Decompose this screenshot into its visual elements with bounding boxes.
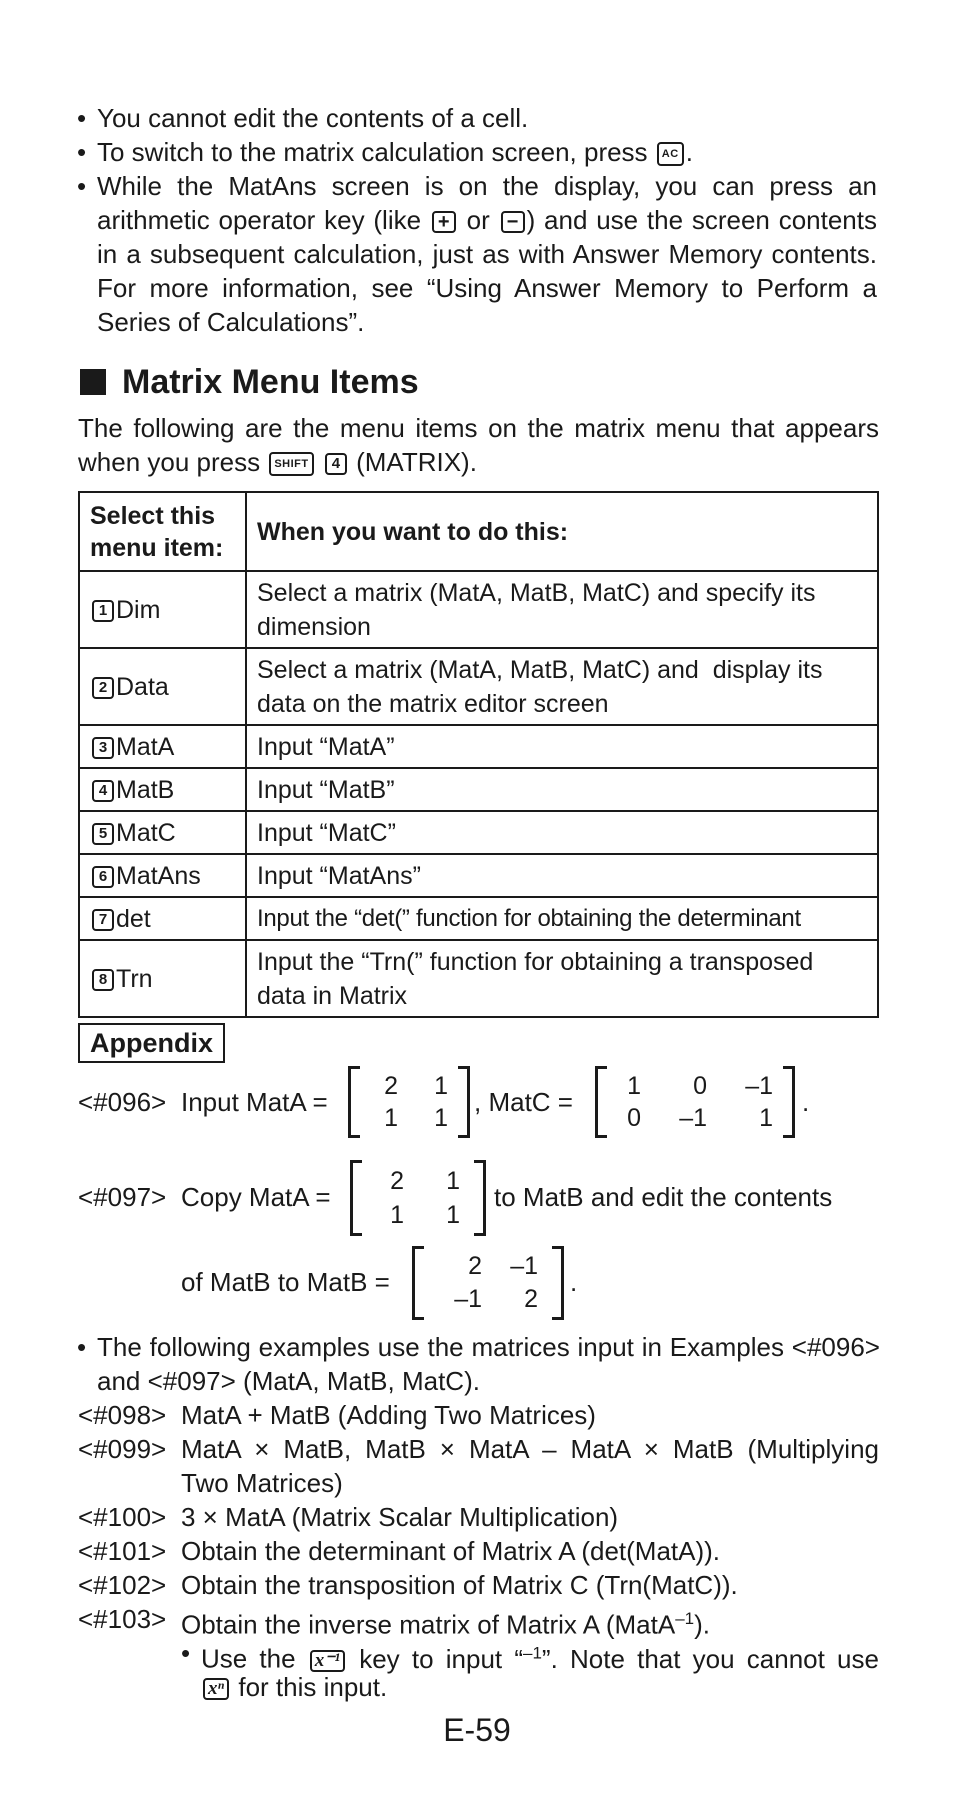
menu-desc-cell: Input the “det(” function for obtaining the determinant — [246, 897, 878, 940]
section-title — [80, 360, 419, 404]
menu-item-cell — [79, 854, 246, 897]
desc-line: dimension — [257, 612, 371, 641]
header-line: Select this — [90, 501, 216, 530]
bullet-dot: • — [181, 1638, 191, 1668]
number-key-icon: 1 — [92, 600, 114, 622]
superscript: –1 — [523, 1643, 542, 1662]
menu-item-name: MatAns — [116, 861, 201, 890]
example-text: MatA × MatB, MatB × MatA – MatA × MatB (Multiplying — [181, 1434, 879, 1464]
example-text: to MatB and edit the contents — [494, 1182, 833, 1212]
text-part: ”. Note that you cannot use — [541, 1643, 879, 1674]
menu-item-cell — [79, 811, 246, 854]
bullet-dot: • — [77, 137, 87, 167]
text-part: ) and use the screen contents — [526, 205, 877, 235]
example-text: 3 × MatA (Matrix Scalar Multiplication) — [181, 1502, 619, 1532]
menu-item-name: Dim — [116, 595, 161, 624]
matrix-cell: –1 — [679, 1104, 707, 1132]
menu-desc-cell: Input “MatC” — [246, 811, 878, 854]
page-number: E-59 — [443, 1712, 511, 1748]
text-part — [359, 1644, 879, 1674]
number-key-icon: 4 — [92, 780, 114, 802]
right-bracket — [552, 1246, 564, 1320]
matrix-a-copy — [350, 1160, 486, 1236]
menu-desc-cell — [246, 940, 878, 1017]
menu-item-name: Data — [116, 672, 169, 701]
number-key-icon: 6 — [92, 866, 114, 888]
bullet-text-line: and <#097> (MatA, MatB, MatC). — [97, 1366, 480, 1396]
power-key-icon: xⁿ — [203, 1678, 229, 1700]
number-key-icon: 5 — [92, 823, 114, 845]
matrix-cell: 1 — [446, 1201, 460, 1229]
number-key-icon: 2 — [92, 677, 114, 699]
text-part: when you press — [78, 447, 261, 477]
example-text: Copy MatA = — [181, 1182, 331, 1212]
menu-item-cell — [79, 897, 246, 940]
example-text: Two Matrices) — [181, 1468, 343, 1498]
example-label: <#096> — [78, 1087, 167, 1117]
matrix-cell: 2 — [384, 1072, 398, 1100]
example-label: <#101> — [78, 1536, 167, 1566]
matrix-cell: 0 — [693, 1072, 707, 1100]
matrix-cell: 1 — [390, 1201, 404, 1229]
table-row — [79, 648, 878, 725]
desc-line: Select a matrix (MatA, MatB, MatC) and display its — [257, 655, 823, 684]
desc-line: data in Matrix — [257, 981, 408, 1010]
number-key-icon: 3 — [92, 737, 114, 759]
menu-desc-cell — [246, 571, 878, 648]
table-row — [79, 811, 878, 854]
menu-item-name: Trn — [116, 964, 153, 993]
section-description: The following are the menu items on the matrix menu that appears — [78, 413, 879, 443]
bullet-text-line: in a subsequent calculation, just as with Answer Memory contents. — [97, 239, 877, 269]
matrix-cell: 2 — [468, 1252, 482, 1280]
bullet-text: To switch to the matrix calculation screen, press AC . — [97, 137, 693, 167]
example-label: <#097> — [78, 1182, 167, 1212]
menu-desc-cell: Input “MatB” — [246, 768, 878, 811]
matrix-c — [595, 1066, 795, 1138]
number-key-icon: 8 — [92, 969, 114, 991]
menu-desc-cell: Input “MatA” — [246, 725, 878, 768]
matrix-cell: 1 — [434, 1072, 448, 1100]
matrix-cell: 1 — [434, 1104, 448, 1132]
menu-item-cell — [79, 648, 246, 725]
table-header-col2: When you want to do this: — [246, 492, 878, 571]
matrix-a — [348, 1066, 470, 1138]
left-bracket — [350, 1160, 362, 1236]
appendix-label: Appendix — [78, 1023, 225, 1063]
desc-line: Select a matrix (MatA, MatB, MatC) and specify its — [257, 578, 816, 607]
example-text: of MatB to MatB = — [181, 1267, 390, 1297]
superscript: –1 — [675, 1609, 695, 1628]
text-part: key to input “ — [359, 1643, 523, 1674]
table-row — [79, 571, 878, 648]
example-label: <#103> — [78, 1604, 167, 1634]
right-bracket — [474, 1160, 486, 1236]
text-part: ). — [694, 1609, 710, 1640]
text-part: Use the — [201, 1643, 296, 1674]
menu-item-name: MatB — [116, 775, 175, 804]
menu-desc-cell: Input “MatAns” — [246, 854, 878, 897]
reciprocal-key-icon: x⁻¹ — [310, 1650, 345, 1672]
matrix-cell: –1 — [510, 1252, 538, 1280]
desc-line: Input the “Trn(” function for obtaining a transposed — [257, 947, 814, 976]
bullet-text-line: For more information, see “Using Answer Memory to Perform a — [97, 273, 877, 303]
header-line: menu item: — [90, 533, 224, 562]
bullet-dot: • — [77, 171, 87, 201]
table-row — [79, 897, 878, 940]
example-text: , MatC = — [474, 1087, 573, 1117]
example-label: <#098> — [78, 1400, 167, 1430]
plus-key-icon: + — [432, 211, 456, 233]
menu-item-cell — [79, 571, 246, 648]
bullet-text: You cannot edit the contents of a cell. — [97, 103, 529, 133]
menu-desc-cell — [246, 648, 878, 725]
example-text: . — [570, 1267, 578, 1297]
bullet-text-line: While the MatAns screen is on the display, you can press an — [97, 171, 877, 201]
bullet-dot: • — [77, 103, 87, 133]
menu-item-cell — [79, 725, 246, 768]
matrix-cell: 2 — [390, 1167, 404, 1195]
square-bullet-icon — [80, 369, 106, 395]
bullet-text-line — [97, 203, 877, 237]
table-row — [79, 725, 878, 768]
example-text: . — [802, 1087, 810, 1117]
table-row — [79, 768, 878, 811]
table-header-row — [79, 492, 878, 571]
example-text: Obtain the determinant of Matrix A (det(MatA)). — [181, 1536, 721, 1566]
matrix-cell: 2 — [524, 1285, 538, 1313]
menu-item-name: det — [116, 904, 151, 933]
menu-item-name: MatA — [116, 732, 175, 761]
section-description — [78, 445, 477, 479]
desc-line: data on the matrix editor screen — [257, 689, 609, 718]
matrix-cell: –1 — [454, 1285, 482, 1313]
example-label: <#099> — [78, 1434, 167, 1464]
example-text: MatA + MatB (Adding Two Matrices) — [181, 1400, 596, 1430]
menu-item-cell — [79, 768, 246, 811]
shift-key-icon: SHIFT — [269, 452, 313, 476]
menu-item-name: MatC — [116, 818, 176, 847]
example-text: Input MatA = — [181, 1087, 328, 1117]
text-part: or — [466, 205, 490, 235]
bullet-text-line: Series of Calculations”. — [97, 307, 365, 337]
left-bracket — [595, 1066, 607, 1138]
bullet-text-part: To switch to the matrix calculation screen, press — [97, 137, 648, 167]
table-row — [79, 940, 878, 1017]
matrix-cell: 1 — [446, 1167, 460, 1195]
matrix-menu-table — [78, 491, 879, 1018]
bullet-dot: • — [77, 1332, 87, 1362]
matrix-cell: 1 — [384, 1104, 398, 1132]
matrix-cell: 0 — [627, 1104, 641, 1132]
note-text — [201, 1670, 387, 1704]
left-bracket — [348, 1066, 360, 1138]
table-header-col1 — [79, 492, 246, 571]
left-bracket — [412, 1246, 424, 1320]
number-key-icon: 7 — [92, 909, 114, 931]
matrix-cell: 1 — [627, 1072, 641, 1100]
ac-key-icon: AC — [657, 142, 684, 166]
matrix-cell: 1 — [759, 1104, 773, 1132]
section-title-text: Matrix Menu Items — [122, 363, 419, 401]
minus-key-icon: − — [501, 211, 525, 233]
menu-item-cell — [79, 940, 246, 1017]
text-part: for this input. — [238, 1672, 388, 1702]
matrix-cell: –1 — [745, 1072, 773, 1100]
text-part: Obtain the inverse matrix of Matrix A (MatA — [181, 1609, 676, 1640]
example-text: Obtain the transposition of Matrix C (Trn(MatC)). — [181, 1570, 738, 1600]
bullet-text-line: The following examples use the matrices input in Examples <#096> — [97, 1332, 880, 1362]
right-bracket — [783, 1066, 795, 1138]
text-part: arithmetic operator key (like — [97, 205, 422, 235]
right-bracket — [458, 1066, 470, 1138]
four-key-icon: 4 — [325, 453, 347, 475]
example-label: <#100> — [78, 1502, 167, 1532]
table-row — [79, 854, 878, 897]
matrix-b — [412, 1246, 564, 1320]
example-label: <#102> — [78, 1570, 167, 1600]
text-part: (MATRIX). — [356, 447, 477, 477]
